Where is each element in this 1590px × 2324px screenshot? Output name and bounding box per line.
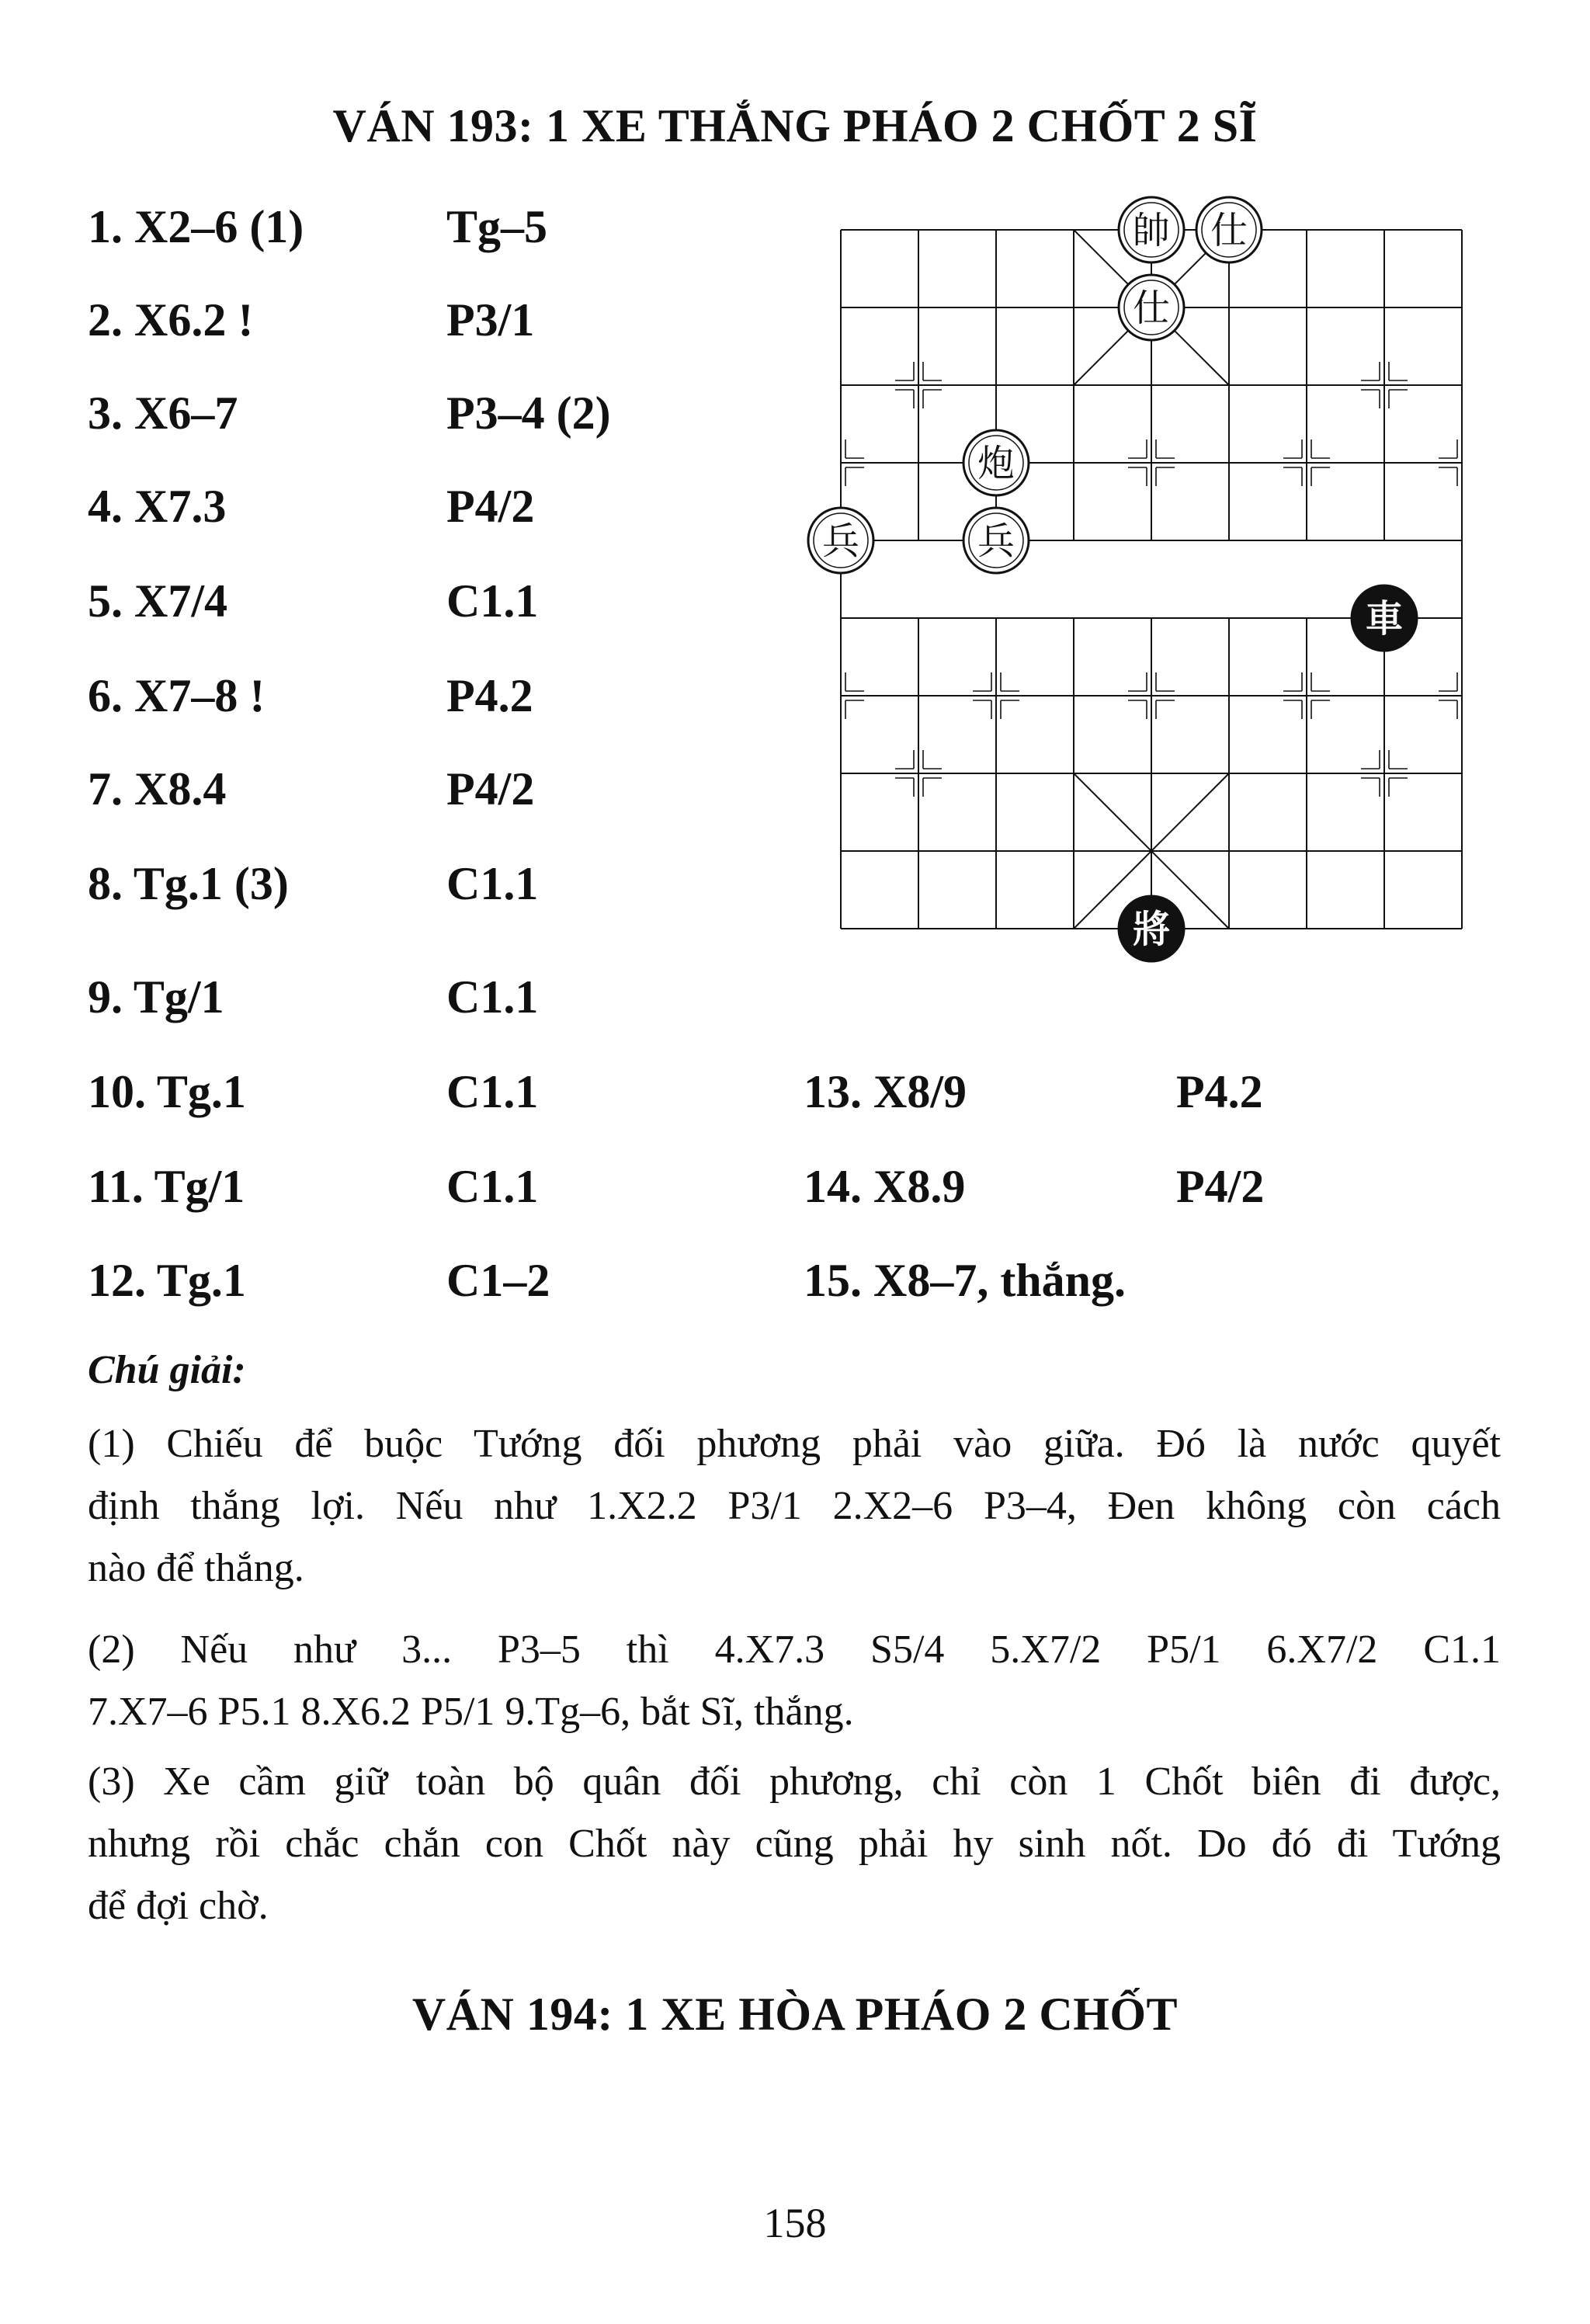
note-1-line: nào để thắng.	[88, 1546, 304, 1590]
note-2-line: (2) Nếu như 3... P3–5 thì 4.X7.3 S5/4 5.X7/2 P5/1 6.X7/2 C1.1	[88, 1627, 1501, 1672]
move-10-black: C1.1	[446, 1066, 539, 1117]
note-1-line: định thắng lợi. Nếu như 1.X2.2 P3/1 2.X2–6 P3–4, Đen không còn cách	[88, 1484, 1501, 1528]
move-5-red: 5. X7/4	[88, 575, 227, 627]
move-8-red: 8. Tg.1 (3)	[88, 858, 289, 909]
white-piece	[1119, 197, 1184, 262]
move-11-black: C1.1	[446, 1161, 539, 1212]
note-3-line: để đợi chờ.	[88, 1884, 269, 1928]
move-4-red: 4. X7.3	[88, 481, 227, 532]
xiangqi-board-diagram	[800, 185, 1498, 977]
piece-label: 仕	[1210, 209, 1248, 252]
piece-label: 兵	[821, 519, 860, 563]
white-piece	[963, 430, 1029, 495]
move-5-black: C1.1	[446, 575, 539, 627]
piece-label: 兵	[977, 519, 1015, 563]
move-3-black: P3–4 (2)	[446, 387, 611, 439]
move-12-black: C1–2	[446, 1255, 550, 1306]
move-13-red: 13. X8/9	[804, 1066, 967, 1117]
piece-label: 仕	[1132, 287, 1171, 330]
black-piece	[1119, 896, 1184, 961]
game-194-title: VÁN 194: 1 XE HÒA PHÁO 2 CHỐT	[411, 1989, 1179, 2040]
piece-label: 車	[1365, 597, 1404, 641]
move-10-red: 10. Tg.1	[88, 1066, 246, 1117]
move-6-black: P4.2	[446, 670, 533, 721]
move-3-red: 3. X6–7	[88, 387, 238, 439]
move-13-black: P4.2	[1176, 1066, 1263, 1117]
move-9-red: 9. Tg/1	[88, 971, 224, 1023]
white-piece	[808, 508, 873, 573]
board-pieces	[808, 197, 1417, 961]
note-3-line: nhưng rồi chắc chắn con Chốt này cũng phải hy sinh nốt. Do đó đi Tướng	[88, 1822, 1501, 1866]
piece-label: 帥	[1132, 209, 1171, 252]
move-8-black: C1.1	[446, 858, 539, 909]
piece-label: 將	[1132, 908, 1171, 951]
black-piece	[1352, 585, 1417, 651]
move-14-black: P4/2	[1176, 1161, 1265, 1212]
note-3-line: (3) Xe cầm giữ toàn bộ quân đối phương, chỉ còn 1 Chốt biên đi được,	[88, 1760, 1501, 1804]
move-9-black: C1.1	[446, 971, 539, 1023]
note-2-line: 7.X7–6 P5.1 8.X6.2 P5/1 9.Tg–6, bắt Sĩ, thắng.	[88, 1690, 854, 1734]
note-1	[88, 1413, 1501, 1600]
game-193-title: VÁN 193: 1 XE THẮNG PHÁO 2 CHỐT 2 SĨ	[332, 100, 1258, 151]
white-piece	[1119, 275, 1184, 340]
white-piece	[1196, 197, 1262, 262]
note-3	[88, 1751, 1501, 1937]
board-svg	[800, 185, 1498, 977]
move-7-red: 7. X8.4	[88, 763, 227, 815]
white-piece	[963, 508, 1029, 573]
move-2-black: P3/1	[446, 294, 535, 346]
move-11-red: 11. Tg/1	[88, 1161, 245, 1212]
move-14-red: 14. X8.9	[804, 1161, 966, 1212]
move-1-red: 1. X2–6 (1)	[88, 201, 304, 252]
note-1-line: (1) Chiếu để buộc Tướng đối phương phải vào giữa. Đó là nước quyết	[88, 1422, 1501, 1466]
move-4-black: P4/2	[446, 481, 535, 532]
move-6-red: 6. X7–8 !	[88, 670, 266, 721]
note-2	[88, 1619, 1501, 1743]
piece-label: 炮	[977, 442, 1015, 485]
notes-label: Chú giải:	[88, 1348, 246, 1392]
move-15-red: 15. X8–7, thắng.	[804, 1255, 1127, 1306]
move-12-red: 12. Tg.1	[88, 1255, 246, 1306]
move-1-black: Tg–5	[446, 201, 548, 252]
move-2-red: 2. X6.2 !	[88, 294, 254, 346]
move-7-black: P4/2	[446, 763, 535, 815]
page-number: 158	[763, 2200, 827, 2246]
